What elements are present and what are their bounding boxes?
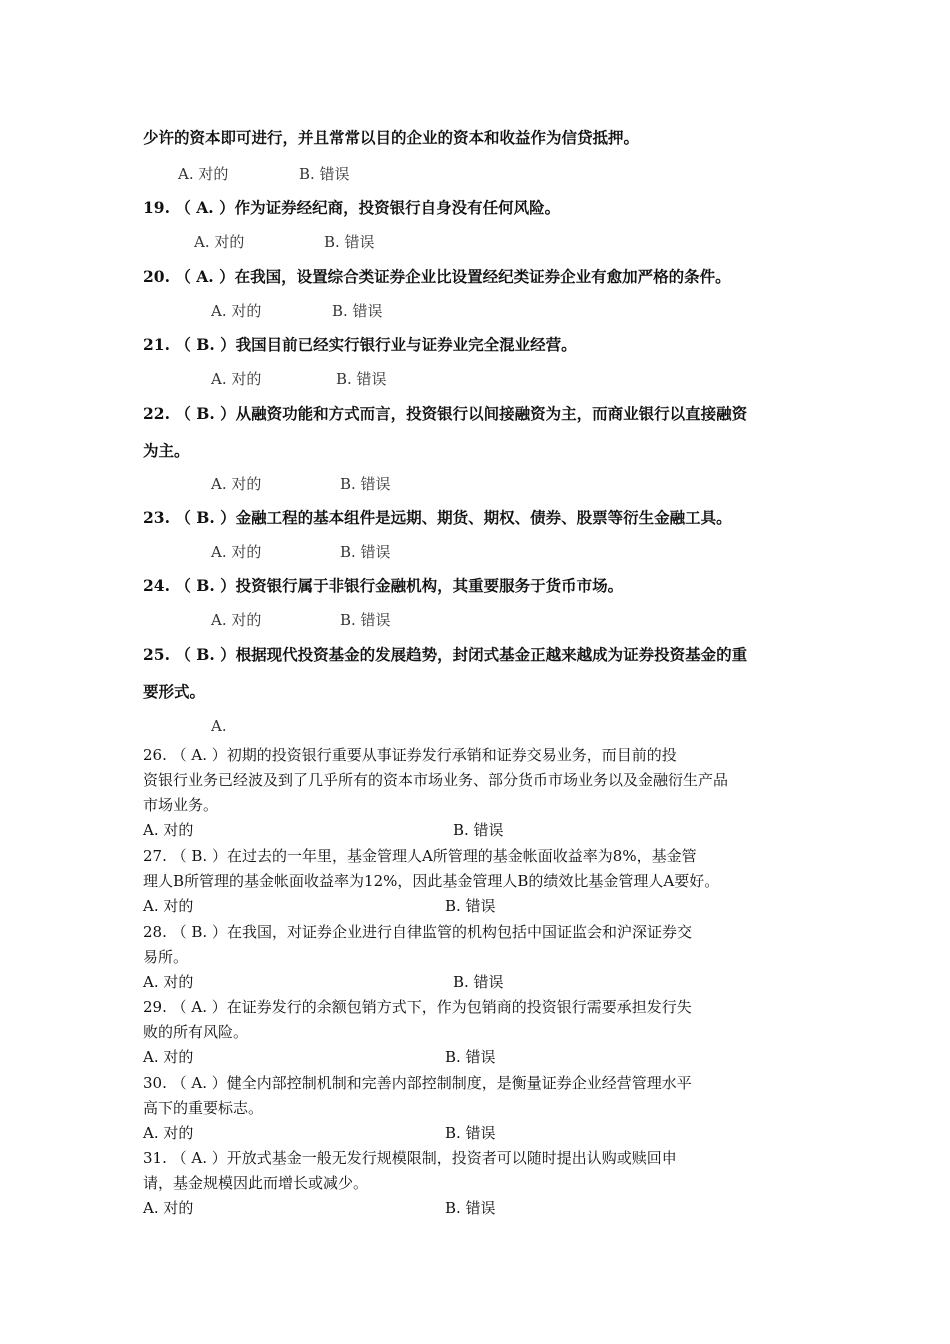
q19-option-a: A. 对的 xyxy=(194,233,245,251)
question-30-line-1: 30. （ A. ）健全内部控制机制和完善内部控制制度，是衡量证券企业经营管理水平 xyxy=(143,1074,692,1092)
q27-option-b: B. 错误 xyxy=(445,897,496,915)
q28-option-b: B. 错误 xyxy=(453,973,504,991)
intro-option-b: B. 错误 xyxy=(299,165,350,183)
q30-option-b: B. 错误 xyxy=(445,1124,496,1142)
q24-option-b: B. 错误 xyxy=(340,611,391,629)
q21-option-b: B. 错误 xyxy=(336,370,387,388)
q19-option-b: B. 错误 xyxy=(324,233,375,251)
question-20: 20. （ A. ）在我国，设置综合类证券企业比设置经纪类证券企业有愈加严格的条件。 xyxy=(143,267,731,286)
q28-option-a: A. 对的 xyxy=(143,973,194,991)
q23-option-b: B. 错误 xyxy=(340,543,391,561)
question-22-line-2: 为主。 xyxy=(143,441,190,460)
q29-option-a: A. 对的 xyxy=(143,1048,194,1066)
q20-option-a: A. 对的 xyxy=(211,302,262,320)
question-26-line-1: 26. （ A. ）初期的投资银行重要从事证券发行承销和证券交易业务，而目前的投 xyxy=(143,746,677,764)
q29-option-b: B. 错误 xyxy=(445,1048,496,1066)
q21-option-a: A. 对的 xyxy=(211,370,262,388)
q22-option-a: A. 对的 xyxy=(211,475,262,493)
question-23: 23. （ B. ）金融工程的基本组件是远期、期货、期权、债券、股票等衍生金融工具。 xyxy=(143,508,732,527)
q20-option-b: B. 错误 xyxy=(332,302,383,320)
question-27-line-2: 理人B所管理的基金帐面收益率为12%，因此基金管理人B的绩效比基金管理人A要好。 xyxy=(143,872,720,890)
question-29-line-1: 29. （ A. ）在证券发行的余额包销方式下，作为包销商的投资银行需要承担发行失 xyxy=(143,998,692,1016)
question-30-line-2: 高下的重要标志。 xyxy=(143,1099,264,1117)
q30-option-a: A. 对的 xyxy=(143,1124,194,1142)
question-21: 21. （ B. ）我国目前已经实行银行业与证券业完全混业经营。 xyxy=(143,335,577,354)
question-25-line-2: 要形式。 xyxy=(143,682,206,701)
q23-option-a: A. 对的 xyxy=(211,543,262,561)
question-28-line-2: 易所。 xyxy=(143,948,189,966)
question-31-line-2: 请，基金规模因此而增长或减少。 xyxy=(143,1174,369,1192)
question-27-line-1: 27. （ B. ）在过去的一年里，基金管理人A所管理的基金帐面收益率为8%，基金管 xyxy=(143,847,697,865)
question-29-line-2: 败的所有风险。 xyxy=(143,1023,249,1041)
q31-option-b: B. 错误 xyxy=(445,1199,496,1217)
question-31-line-1: 31. （ A. ）开放式基金一般无发行规模限制，投资者可以随时提出认购或赎回申 xyxy=(143,1149,677,1167)
q26-option-a: A. 对的 xyxy=(143,821,194,839)
q22-option-b: B. 错误 xyxy=(340,475,391,493)
q25-option-a: A. xyxy=(211,717,227,735)
intro-line: 少许的资本即可进行，并且常常以目的企业的资本和收益作为信贷抵押。 xyxy=(143,128,640,147)
q24-option-a: A. 对的 xyxy=(211,611,262,629)
question-28-line-1: 28. （ B. ）在我国，对证券企业进行自律监管的机构包括中国证监会和沪深证券交 xyxy=(143,923,692,941)
intro-option-a: A. 对的 xyxy=(178,165,229,183)
q27-option-a: A. 对的 xyxy=(143,897,194,915)
question-24: 24. （ B. ）投资银行属于非银行金融机构，其重要服务于货币市场。 xyxy=(143,576,624,595)
q31-option-a: A. 对的 xyxy=(143,1199,194,1217)
question-25-line-1: 25. （ B. ）根据现代投资基金的发展趋势，封闭式基金正越来越成为证券投资基金的重 xyxy=(143,645,748,664)
question-26-line-2: 资银行业务已经波及到了几乎所有的资本市场业务、部分货币市场业务以及金融衍生产品 xyxy=(143,771,729,789)
question-19: 19. （ A. ）作为证券经纪商，投资银行自身没有任何风险。 xyxy=(143,198,561,217)
question-26-line-3: 市场业务。 xyxy=(143,796,219,814)
question-22-line-1: 22. （ B. ）从融资功能和方式而言，投资银行以间接融资为主，而商业银行以直接融资 xyxy=(143,404,748,423)
q26-option-b: B. 错误 xyxy=(453,821,504,839)
